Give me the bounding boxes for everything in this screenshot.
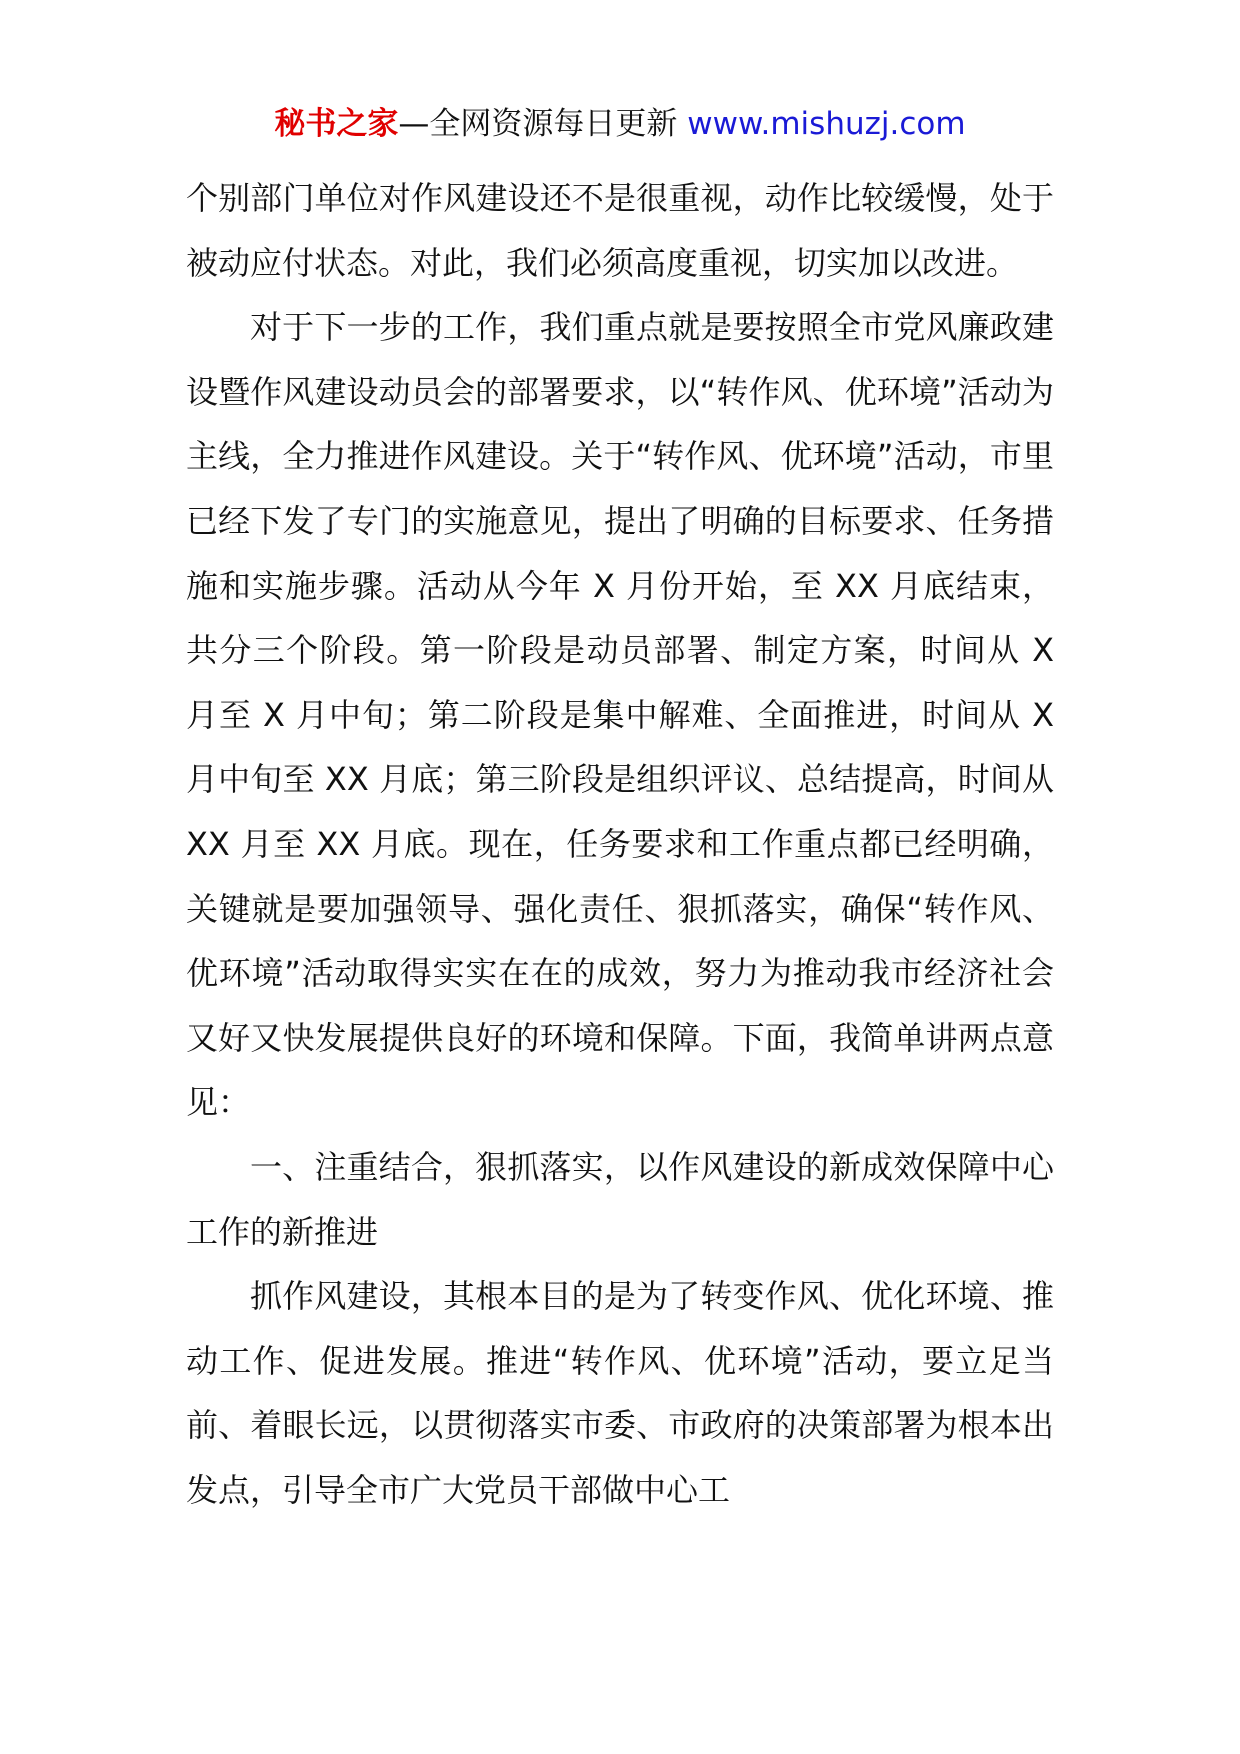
website-url[interactable]: www.mishuzj.com <box>687 106 966 142</box>
paragraph-continued: 个别部门单位对作风建设还不是很重视，动作比较缓慢，处于被动应付状态。对此，我们必须高度重视，切实加以改进。 <box>186 179 1054 282</box>
paragraph-next-steps: 对于下一步的工作，我们重点就是要按照全市党风廉政建设暨作风建设动员会的部署要求，以“转作风、优环境”活动为主线，全力推进作风建设。关于“转作风、优环境”活动，市里已经下发了专门的实施意见，提出了明确的目标要求、任务措施和实施步骤。活动从今年 X 月份开始，至 XX 月底结束，共分三个阶段。第一阶段是动员部署、制定方案，时间从 X 月至 X 月中旬；第二阶段是集中解难、全面推进，时间从 X 月中旬至 XX 月底；第三阶段是组织评议、总结提高，时间从 XX 月至 XX 月底。现在，任务要求和工作重点都已经明确，关键就是要加强领导、强化责任、狠抓落实，确保“转作风、优环境”活动取得实实在在的成效，努力为推动我市经济社会又好又快发展提供良好的环境和保障。下面，我简单讲两点意见： <box>186 308 1054 1122</box>
page-header <box>0 102 1240 146</box>
section-heading-1: 一、注重结合，狠抓落实，以作风建设的新成效保障中心工作的新推进 <box>186 1147 1054 1251</box>
brand-name: 秘书之家 <box>274 106 399 142</box>
paragraph-section-1: 抓作风建设，其根本目的是为了转变作风、优化环境、推动工作、促进发展。推进“转作风、优环境”活动，要立足当前、着眼长远，以贯彻落实市委、市政府的决策部署为根本出发点，引导全市广大党员干部做中心工 <box>186 1277 1054 1509</box>
document-body <box>186 166 1054 1522</box>
header-slogan: —全网资源每日更新 <box>398 106 688 142</box>
